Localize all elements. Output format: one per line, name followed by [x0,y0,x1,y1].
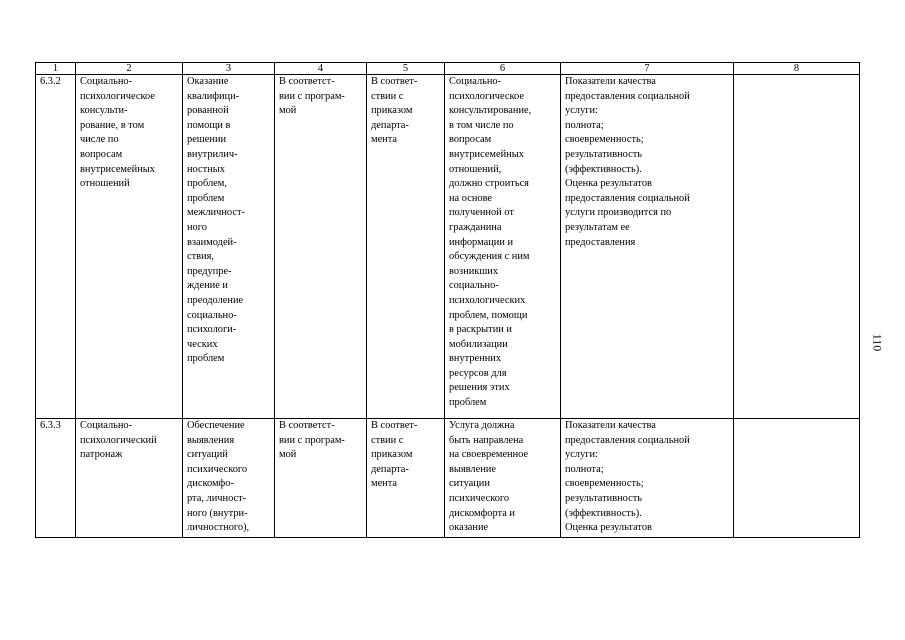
quality-indicators: Показатели качества предоставления социальной услуги: полнота; своевременность; результативность (эффективность). Оценка результатов [561,419,734,538]
service-term: В соответ- ствии с приказом департа- мента [367,75,445,419]
service-conditions: Социально- психологическое консультирование, в том числе по вопросам внутрисемейных отношений, должно строиться на основе полученной от гражданина информации и обсуждения с ним возникших социально- психологических проблем, помощи в раскрытии и мобилизации внутренних ресурсов для решения этих проблем [445,75,561,419]
service-term: В соответ- ствии с приказом департа- мента [367,419,445,538]
service-name: Социально- психологический патронаж [76,419,183,538]
table-row [36,419,860,538]
column-header: 5 [367,63,445,75]
column-header: 1 [36,63,76,75]
row-number: 6.3.3 [36,419,76,538]
column-header: 2 [76,63,183,75]
column-header: 3 [183,63,275,75]
header-row [36,63,860,75]
services-table [35,62,860,538]
service-content: Оказание квалифици- рованной помощи в решении внутрилич- ностных проблем, проблем межличност- ного взаимодей- ствия, предупре- ждение и преодоление социально- психологи- ческих проблем [183,75,275,419]
quality-indicators: Показатели качества предоставления социальной услуги: полнота; своевременность; результативность (эффективность). Оценка результатов предоставления социальной услуги производится по результатам ее предоставления [561,75,734,419]
row-number: 6.3.2 [36,75,76,419]
table-row [36,75,860,419]
extra-cell [734,419,860,538]
service-volume: В соответст- вии с програм- мой [275,419,367,538]
extra-cell [734,75,860,419]
service-name: Социально- психологическое консульти- рование, в том числе по вопросам внутрисемейных отношений [76,75,183,419]
service-content: Обеспечение выявления ситуаций психического дискомфо- рта, личност- ного (внутри- личностного), [183,419,275,538]
service-volume: В соответст- вии с програм- мой [275,75,367,419]
column-header: 7 [561,63,734,75]
page-number: 110 [870,333,885,352]
column-header: 4 [275,63,367,75]
column-header: 6 [445,63,561,75]
column-header: 8 [734,63,860,75]
service-conditions: Услуга должна быть направлена на своевременное выявление ситуации психического дискомфорта и оказание [445,419,561,538]
